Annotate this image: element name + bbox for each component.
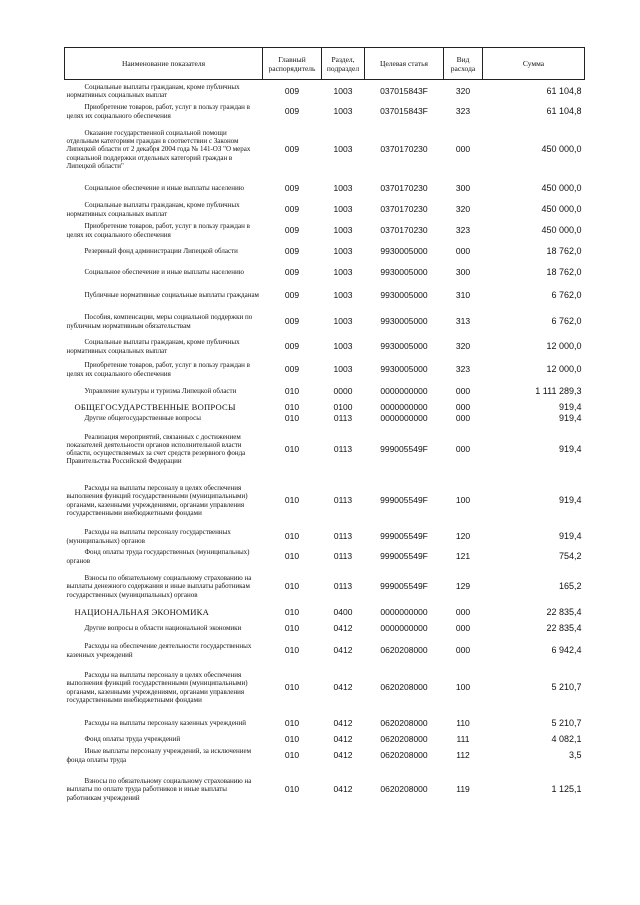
row-amount: 1 125,1 (551, 784, 582, 795)
table-row (65, 767, 585, 813)
row-amount: 919,4 (558, 401, 582, 412)
row-amount: 919,4 (558, 443, 582, 454)
row-admin-code: 009 (284, 144, 300, 155)
header-expense-type: Вид расхода (444, 48, 483, 80)
row-admin-code: 010 (284, 750, 300, 761)
header-section: Раздел, подраздел (322, 48, 365, 80)
row-admin-code: 010 (284, 401, 300, 412)
row-section-code: 1003 (333, 144, 353, 155)
row-amount: 12 000,0 (546, 364, 582, 375)
row-name: Приобретение товаров, работ, услуг в пользу граждан в целях их социального обеспечения (66, 222, 250, 239)
header-article: Целевая статья (365, 48, 444, 80)
row-admin-code: 010 (284, 733, 300, 744)
row-article-code: 9930005000 (380, 316, 428, 327)
row-admin-code: 010 (284, 412, 300, 423)
row-admin-code: 010 (284, 495, 300, 506)
row-expense-type-code: 121 (455, 551, 471, 562)
row-article-code: 0370170230 (380, 144, 428, 155)
row-name: ОБЩЕГОСУДАРСТВЕННЫЕ ВОПРОСЫ (74, 401, 236, 412)
row-article-code: 0620208000 (380, 682, 428, 693)
row-name: Управление культуры и туризма Липецкой области (84, 387, 237, 396)
table-row (65, 122, 585, 178)
row-section-code: 1003 (333, 85, 353, 96)
row-admin-code: 009 (284, 183, 300, 194)
row-article-code: 0370170230 (380, 183, 428, 194)
row-name: Резервный фонд администрации Липецкой области (84, 247, 238, 256)
row-amount: 6 762,0 (551, 316, 582, 327)
row-article-code: 999005549F (380, 495, 428, 506)
row-expense-type-code: 323 (455, 364, 471, 375)
row-amount: 919,4 (558, 412, 582, 423)
row-expense-type-code: 320 (455, 341, 471, 352)
row-section-code: 0412 (333, 750, 353, 761)
row-article-code: 999005549F (380, 443, 428, 454)
table-row (65, 745, 585, 767)
row-section-code: 1003 (333, 341, 353, 352)
row-article-code: 9930005000 (380, 267, 428, 278)
row-name: Пособия, компенсации, меры социальной поддержки по публичным нормативным обязательствам (66, 313, 253, 330)
row-article-code: 999005549F (380, 581, 428, 592)
row-expense-type-code: 323 (455, 106, 471, 117)
row-amount: 754,2 (558, 551, 582, 562)
header-name: Наименование показателя (65, 48, 263, 80)
row-section-code: 0100 (333, 401, 353, 412)
row-name: Публичные нормативные социальные выплаты гражданам (84, 291, 259, 300)
table-row (65, 618, 585, 640)
row-expense-type-code: 320 (455, 85, 471, 96)
row-amount: 4 082,1 (551, 733, 582, 744)
row-article-code: 0000000000 (380, 623, 428, 634)
row-admin-code: 010 (284, 784, 300, 795)
row-name: Социальное обеспечение и иные выплаты населению (84, 184, 244, 193)
table-row (65, 475, 585, 527)
row-admin-code: 009 (284, 316, 300, 327)
row-amount: 18 762,0 (546, 267, 582, 278)
row-amount: 450 000,0 (541, 225, 582, 236)
row-name: Фонд оплаты труда государственных (муниципальных) органов (66, 548, 250, 565)
row-amount: 450 000,0 (541, 183, 582, 194)
row-article-code: 0000000000 (380, 386, 428, 397)
table-row (65, 284, 585, 308)
row-article-code: 0370170230 (380, 204, 428, 215)
row-section-code: 0113 (333, 551, 353, 562)
row-amount: 6 762,0 (551, 290, 582, 301)
row-admin-code: 010 (284, 645, 300, 656)
row-section-code: 1003 (333, 364, 353, 375)
table-row (65, 262, 585, 284)
row-section-code: 1003 (333, 183, 353, 194)
row-name: Реализация мероприятий, связанных с достижением показателей деятельности органов исполнительной власти области, осуществляемых за счет средств резервного фонда Правительства Российской Федерации (66, 432, 246, 466)
row-amount: 3,5 (568, 750, 582, 761)
row-amount: 6 942,4 (551, 645, 582, 656)
row-amount: 5 210,7 (551, 682, 582, 693)
row-admin-code: 010 (284, 531, 300, 542)
table-row (65, 382, 585, 402)
row-expense-type-code: 000 (455, 645, 471, 656)
row-name: Оказание государственной социальной помощи отдельным категориям граждан в соответствии с Законом Липецкой области от 2 декабря 2004 года № 141-ОЗ "О мерах социальной поддержки отдельных категорий граждан в Липецкой области" (66, 128, 251, 170)
table-row (65, 640, 585, 662)
row-name: Взносы по обязательному социальному страхованию на выплаты денежного содержания и иные выплаты работникам государственных (муниципальных) органов (66, 574, 252, 599)
row-expense-type-code: 000 (455, 623, 471, 634)
row-amount: 22 835,4 (546, 623, 582, 634)
row-name: Приобретение товаров, работ, услуг в пользу граждан в целях их социального обеспечения (66, 361, 250, 378)
row-article-code: 999005549F (380, 551, 428, 562)
row-expense-type-code: 112 (456, 750, 470, 761)
table-row (65, 178, 585, 200)
row-section-code: 0113 (333, 412, 353, 423)
row-expense-type-code: 310 (455, 290, 471, 301)
row-amount: 22 835,4 (546, 606, 582, 617)
row-section-code: 1003 (333, 267, 353, 278)
table-row (65, 662, 585, 714)
row-section-code: 0400 (333, 606, 353, 617)
row-expense-type-code: 000 (455, 443, 471, 454)
row-article-code: 0620208000 (380, 718, 428, 729)
table-header (65, 48, 585, 80)
row-expense-type-code: 323 (455, 225, 471, 236)
row-expense-type-code: 111 (456, 733, 470, 744)
row-admin-code: 010 (284, 386, 300, 397)
row-amount: 61 104,8 (546, 85, 582, 96)
row-admin-code: 010 (284, 718, 300, 729)
row-admin-code: 009 (284, 267, 300, 278)
row-name: НАЦИОНАЛЬНАЯ ЭКОНОМИКА (74, 606, 209, 617)
row-section-code: 1003 (333, 316, 353, 327)
row-section-code: 0113 (333, 531, 353, 542)
row-section-code: 0412 (333, 718, 353, 729)
row-section-code: 1003 (333, 106, 353, 117)
row-expense-type-code: 000 (455, 246, 471, 257)
row-amount: 919,4 (558, 495, 582, 506)
row-expense-type-code: 000 (455, 386, 471, 397)
row-amount: 450 000,0 (541, 204, 582, 215)
row-article-code: 9930005000 (380, 246, 428, 257)
row-name: Расходы на выплаты персоналу в целях обеспечения выполнения функций государственными (муниципальными) органами, казенными учреждениями, органами управления государственными внебюджетными фондами (66, 484, 248, 517)
row-name: Социальное обеспечение и иные выплаты населению (84, 268, 244, 277)
row-article-code: 037015843F (380, 85, 428, 96)
row-admin-code: 009 (284, 364, 300, 375)
header-admin: Главный распорядитель (263, 48, 322, 80)
table-row (65, 80, 585, 102)
table-row (65, 200, 585, 220)
row-article-code: 9930005000 (380, 341, 428, 352)
row-admin-code: 009 (284, 290, 300, 301)
row-expense-type-code: 000 (455, 401, 471, 412)
row-expense-type-code: 100 (455, 495, 471, 506)
row-expense-type-code: 000 (455, 144, 471, 155)
row-expense-type-code: 313 (455, 316, 471, 327)
row-admin-code: 009 (284, 106, 300, 117)
row-amount: 1 111 289,3 (535, 386, 582, 397)
table-row (65, 734, 585, 745)
table-row (65, 358, 585, 382)
row-expense-type-code: 100 (455, 682, 471, 693)
row-name: Расходы на обеспечение деятельности государственных казенных учреждений (66, 642, 252, 659)
row-article-code: 0000000000 (380, 606, 428, 617)
row-amount: 919,4 (558, 531, 582, 542)
row-section-code: 0113 (333, 581, 353, 592)
table-row (65, 714, 585, 734)
row-article-code: 037015843F (380, 106, 428, 117)
row-amount: 12 000,0 (546, 341, 582, 352)
row-expense-type-code: 119 (456, 784, 470, 795)
row-admin-code: 010 (284, 581, 300, 592)
row-section-code: 0412 (333, 784, 353, 795)
row-article-code: 9930005000 (380, 364, 428, 375)
row-name: Иные выплаты персоналу учреждений, за исключением фонда оплаты труда (66, 747, 252, 764)
table-row (65, 102, 585, 122)
table-row (65, 527, 585, 547)
table-row (65, 424, 585, 475)
row-article-code: 0620208000 (380, 784, 428, 795)
row-name: Социальные выплаты гражданам, кроме публичных нормативных социальных выплат (66, 201, 240, 218)
table-row (65, 402, 585, 413)
row-name: Приобретение товаров, работ, услуг в пользу граждан в целях их социального обеспечения (66, 103, 250, 120)
row-section-code: 0412 (333, 645, 353, 656)
table-body (65, 80, 585, 813)
row-admin-code: 010 (284, 606, 300, 617)
table-row (65, 413, 585, 424)
row-expense-type-code: 300 (455, 183, 471, 194)
row-section-code: 0412 (333, 733, 353, 744)
row-admin-code: 010 (284, 443, 300, 454)
row-expense-type-code: 129 (455, 581, 471, 592)
row-name: Расходы на выплаты персоналу казенных учреждений (84, 719, 247, 728)
row-expense-type-code: 110 (456, 718, 470, 729)
row-admin-code: 009 (284, 341, 300, 352)
row-section-code: 1003 (333, 225, 353, 236)
table-row (65, 567, 585, 607)
budget-table (64, 47, 585, 813)
row-name: Расходы на выплаты персоналу в целях обеспечения выполнения функций государственными (муниципальными) органами, казенными учреждениями, органами управления государственными внебюджетными фондами (66, 671, 248, 704)
row-admin-code: 010 (284, 551, 300, 562)
row-name: Социальные выплаты гражданам, кроме публичных нормативных социальных выплат (66, 82, 240, 99)
row-admin-code: 009 (284, 246, 300, 257)
row-expense-type-code: 300 (455, 267, 471, 278)
row-article-code: 0620208000 (380, 750, 428, 761)
row-amount: 18 762,0 (546, 246, 582, 257)
row-article-code: 0620208000 (380, 645, 428, 656)
row-admin-code: 009 (284, 225, 300, 236)
row-amount: 5 210,7 (551, 718, 582, 729)
row-section-code: 1003 (333, 246, 353, 257)
row-name: Фонд оплаты труда учреждений (84, 734, 181, 743)
row-admin-code: 009 (284, 85, 300, 96)
table-row (65, 607, 585, 618)
row-expense-type-code: 120 (455, 531, 471, 542)
row-article-code: 0620208000 (380, 733, 428, 744)
row-article-code: 0000000000 (380, 412, 428, 423)
table-row (65, 220, 585, 242)
row-expense-type-code: 000 (455, 606, 471, 617)
row-name: Расходы на выплаты персоналу государственных (муниципальных) органов (66, 528, 231, 545)
row-admin-code: 010 (284, 623, 300, 634)
row-article-code: 0000000000 (380, 401, 428, 412)
row-name: Другие вопросы в области национальной экономики (84, 624, 242, 633)
row-section-code: 0412 (333, 623, 353, 634)
row-section-code: 0113 (333, 495, 353, 506)
row-admin-code: 010 (284, 682, 300, 693)
table-row (65, 308, 585, 336)
row-article-code: 999005549F (380, 531, 428, 542)
row-article-code: 9930005000 (380, 290, 428, 301)
row-name: Другие общегосударственные вопросы (84, 413, 201, 422)
row-name: Взносы по обязательному социальному страхованию на выплаты по оплате труда работников и иные выплаты работникам учреждений (66, 777, 252, 802)
table-row (65, 547, 585, 567)
row-section-code: 1003 (333, 204, 353, 215)
row-expense-type-code: 320 (455, 204, 471, 215)
row-section-code: 0000 (333, 386, 353, 397)
row-name: Социальные выплаты гражданам, кроме публичных нормативных социальных выплат (66, 338, 240, 355)
row-section-code: 1003 (333, 290, 353, 301)
row-article-code: 0370170230 (380, 225, 428, 236)
table-row (65, 242, 585, 262)
table-row (65, 336, 585, 358)
row-section-code: 0113 (333, 443, 353, 454)
row-section-code: 0412 (333, 682, 353, 693)
row-amount: 165,2 (558, 581, 582, 592)
row-amount: 450 000,0 (541, 144, 582, 155)
row-amount: 61 104,8 (546, 106, 582, 117)
row-expense-type-code: 000 (455, 412, 471, 423)
row-admin-code: 009 (284, 204, 300, 215)
header-amount: Сумма (483, 48, 585, 80)
